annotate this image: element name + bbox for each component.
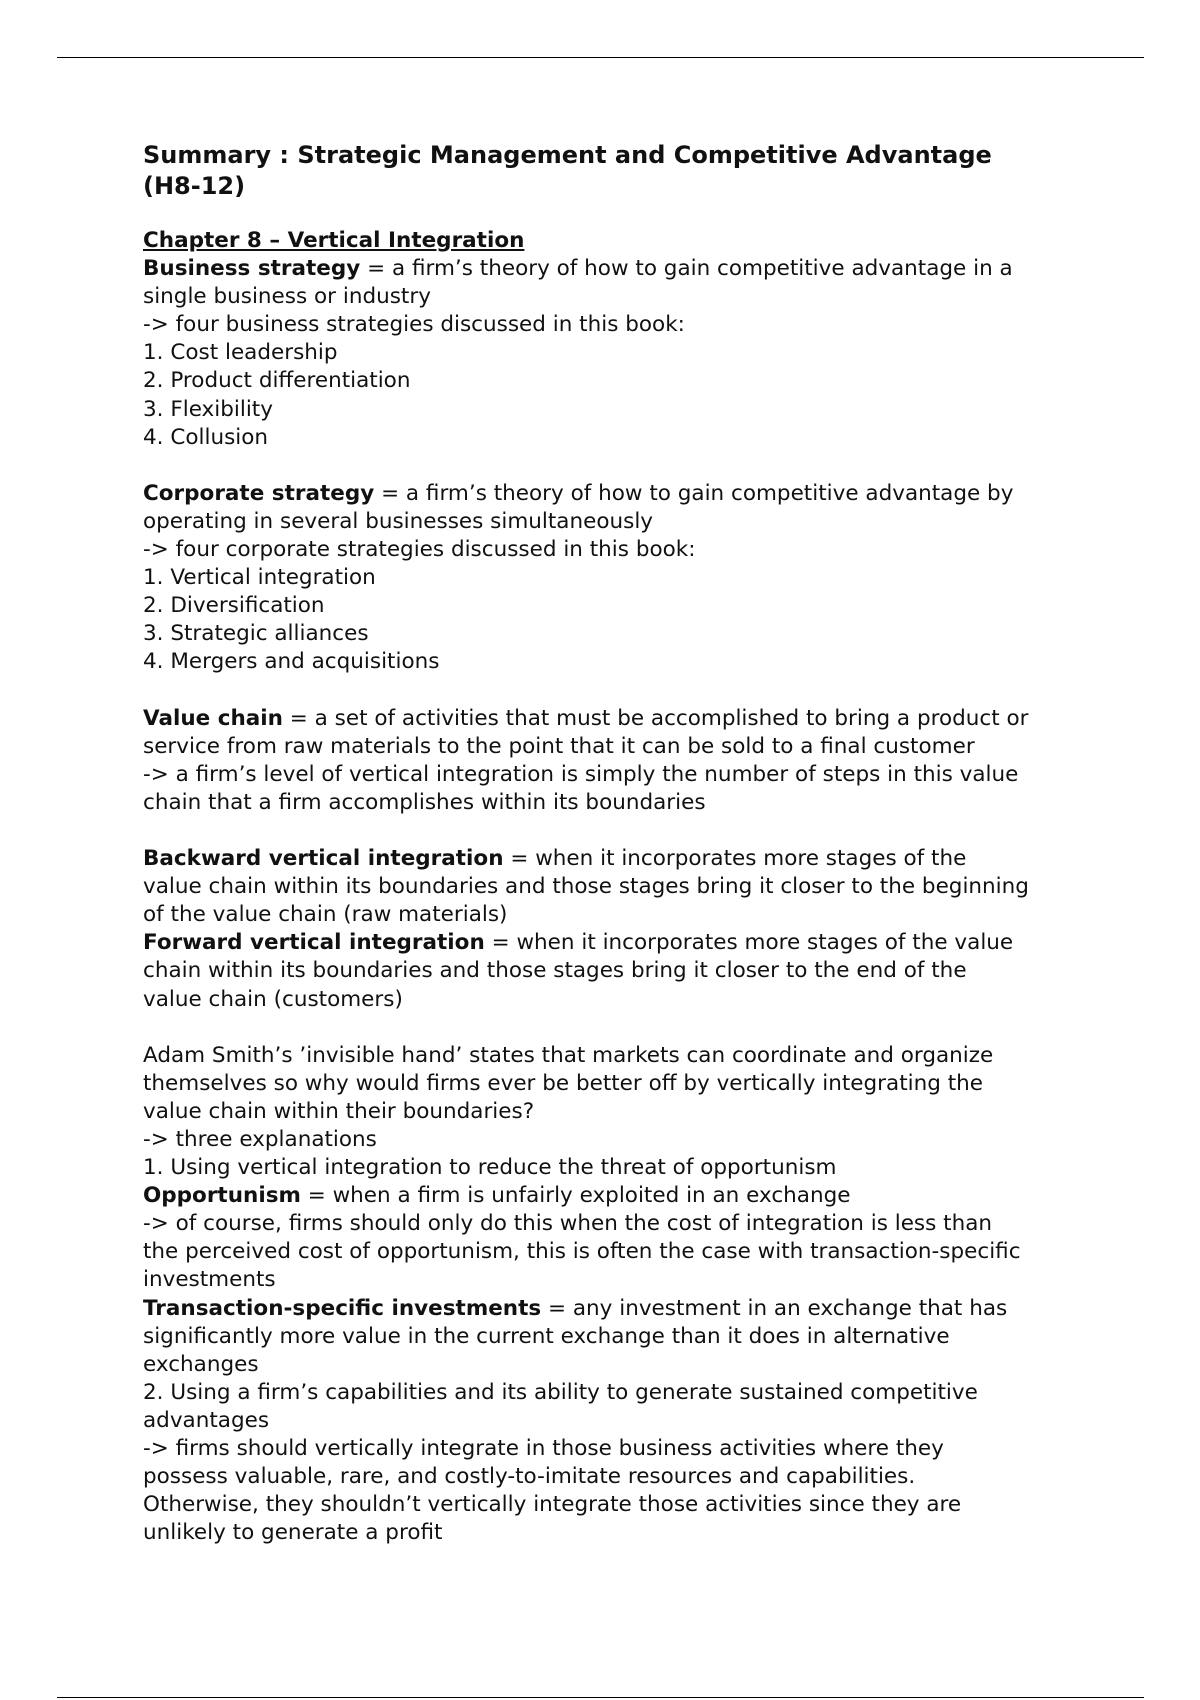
definition-line [143,1295,1083,1323]
opportunism-section [143,1182,1083,1294]
business-strategy-section [143,255,1083,452]
value-chain-section [143,705,1083,817]
definition-line [143,1182,1083,1210]
definition-line [143,705,1083,733]
definition-line [143,255,1083,283]
title-line-2: (H8-12) [143,172,246,200]
document-body [143,140,1083,1547]
term: Corporate strategy [143,480,375,506]
top-rule [57,57,1144,58]
forward-integration-section [143,929,1083,1013]
bottom-rule [57,1697,1144,1698]
list-item: 4. Collusion [143,424,269,450]
definition-line: exchanges [143,1351,259,1377]
definition-line: service from raw materials to the point that it can be sold to a final customer [143,733,975,759]
note-line: unlikely to generate a profit [143,1520,443,1546]
definition-text: = when a firm is unfairly exploited in an exchange [300,1183,851,1209]
term: Backward vertical integration [143,846,504,872]
list-item: 1. Vertical integration [143,565,376,591]
definition-line: significantly more value in the current exchange than it does in alternative [143,1323,950,1349]
term: Opportunism [143,1183,301,1209]
definition-line: value chain within its boundaries and those stages bring it closer to the beginning [143,874,1029,900]
definition-text: = when it incorporates more stages of the value [484,930,1014,956]
definition-line [143,929,1083,957]
corporate-strategy-section [143,480,1083,677]
paragraph-line: value chain within their boundaries? [143,1098,535,1124]
intro-line: -> four corporate strategies discussed in this book: [143,537,696,563]
note-line: Otherwise, they shouldn’t vertically integrate those activities since they are [143,1492,962,1518]
paragraph-line: -> three explanations [143,1127,377,1152]
definition-line: chain within its boundaries and those stages bring it closer to the end of the [143,958,967,984]
note-line: the perceived cost of opportunism, this is often the case with transaction-specific [143,1239,1021,1265]
definition-text: = a firm’s theory of how to gain competitive advantage in a [360,256,1013,282]
note-line: chain that a firm accomplishes within its boundaries [143,789,706,815]
note-line: -> a firm’s level of vertical integration is simply the number of steps in this value [143,761,1019,787]
definition-line: of the value chain (raw materials) [143,902,508,928]
term: Transaction-specific investments [143,1295,542,1321]
backward-integration-section [143,845,1083,929]
title-line-1: Summary : Strategic Management and Competitive Advantage [143,141,992,169]
note-line: possess valuable, rare, and costly-to-imitate resources and capabilities. [143,1464,916,1490]
list-item: advantages [143,1407,270,1433]
list-item: 1. Cost leadership [143,340,338,366]
list-item: 3. Strategic alliances [143,621,369,647]
definition-line: single business or industry [143,284,431,310]
intro-line: -> four business strategies discussed in this book: [143,312,685,338]
definition-line [143,480,1083,508]
definition-text: = when it incorporates more stages of the [503,846,967,872]
definition-line: value chain (customers) [143,986,403,1012]
capabilities-section [143,1379,1083,1548]
term: Business strategy [143,256,361,282]
note-line: investments [143,1267,276,1293]
list-item: 3. Flexibility [143,396,273,422]
definition-text: = a set of activities that must be accomplished to bring a product or [282,705,1029,731]
definition-text: = a firm’s theory of how to gain competitive advantage by [374,480,1014,506]
list-item: 2. Product differentiation [143,368,411,394]
list-item: 4. Mergers and acquisitions [143,649,440,675]
definition-line: operating in several businesses simultaneously [143,508,654,534]
term: Forward vertical integration [143,930,485,956]
term: Value chain [143,705,283,731]
paragraph-line: Adam Smith’s ’invisible hand’ states that markets can coordinate and organize [143,1042,994,1068]
list-item: 2. Diversification [143,593,325,619]
note-line: -> firms should vertically integrate in those business activities where they [143,1436,944,1462]
chapter-heading: Chapter 8 – Vertical Integration [143,228,525,253]
transaction-specific-section [143,1295,1083,1379]
list-item: 2. Using a firm’s capabilities and its ability to generate sustained competitive [143,1379,978,1405]
list-item: 1. Using vertical integration to reduce the threat of opportunism [143,1155,837,1181]
adam-smith-section [143,1042,1083,1182]
definition-line [143,845,1083,873]
paragraph-line: themselves so why would firms ever be better off by vertically integrating the [143,1070,983,1096]
definition-text: = any investment in an exchange that has [541,1295,1008,1321]
document-title [143,140,1083,202]
note-line: -> of course, firms should only do this when the cost of integration is less than [143,1211,993,1237]
